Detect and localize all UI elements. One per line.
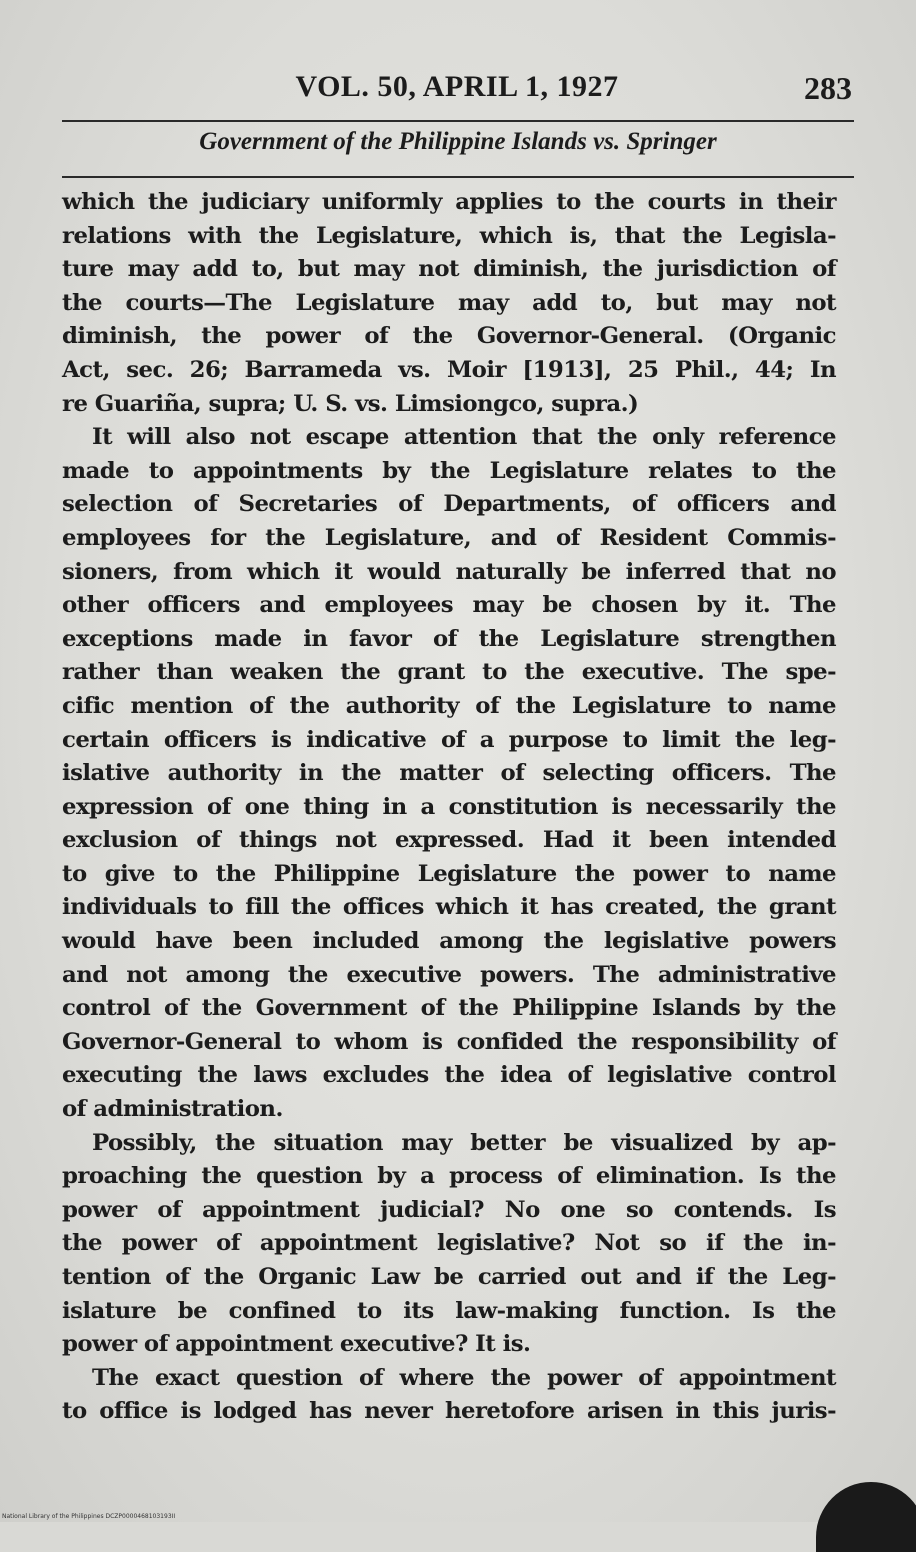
text-line: selection of Secretaries of Departments, of officers and	[62, 491, 836, 518]
text-line: would have been included among the legislative powers	[62, 928, 836, 955]
text-line: made to appointments by the Legislature relates to the	[62, 457, 836, 484]
text-line: power of appointment executive? It is.	[62, 1331, 531, 1358]
text-line: certain officers is indicative of a purpose to limit the leg-	[62, 726, 836, 753]
text-line: power of appointment judicial? No one so contends. Is	[62, 1196, 836, 1223]
header-rule-top	[62, 120, 854, 122]
text-line: Act, sec. 26; Barrameda vs. Moir [1913], 25 Phil., 44; In	[62, 356, 836, 383]
text-line: the power of appointment legislative? Not so if the in-	[62, 1230, 836, 1257]
text-line: Governor-General to whom is confided the responsibility of	[62, 1028, 836, 1055]
thumb-shadow	[816, 1482, 916, 1552]
text-line: to office is lodged has never heretofore arisen in this juris-	[62, 1398, 836, 1425]
text-line: ture may add to, but may not diminish, the jurisdiction of	[62, 256, 836, 283]
text-line: relations with the Legislature, which is, that the Legisla-	[62, 222, 836, 249]
text-line: control of the Government of the Philippine Islands by the	[62, 995, 836, 1022]
library-stamp: National Library of the Philippines DCZP0000468103193II	[2, 1513, 176, 1520]
text-line: cific mention of the authority of the Legislature to name	[62, 692, 836, 719]
header-rule-bottom	[62, 176, 854, 178]
text-line: and not among the executive powers. The administrative	[62, 961, 836, 988]
body-text	[62, 186, 836, 1429]
text-line: which the judiciary uniformly applies to the courts in their	[62, 189, 836, 215]
text-line: of administration.	[62, 1096, 283, 1123]
text-line: tention of the Organic Law be carried out and if the Leg-	[62, 1264, 836, 1290]
text-line: islative authority in the matter of selecting officers. The	[62, 760, 836, 787]
text-line: to give to the Philippine Legislature the power to name	[62, 860, 836, 887]
text-line: expression of one thing in a constitution is necessarily the	[62, 793, 836, 820]
text-line: employees for the Legislature, and of Resident Commis-	[62, 524, 836, 551]
text-line: the courts—The Legislature may add to, but may not	[62, 289, 836, 316]
text-line: islature be confined to its law-making function. Is the	[62, 1297, 836, 1324]
text-line: The exact question of where the power of appointment	[92, 1364, 836, 1391]
text-line: diminish, the power of the Governor-General. (Organic	[62, 323, 836, 350]
text-line: executing the laws excludes the idea of legislative control	[62, 1062, 836, 1089]
text-line: Possibly, the situation may better be visualized by ap-	[92, 1129, 836, 1156]
running-head	[62, 70, 852, 110]
text-line: It will also not escape attention that the only reference	[92, 424, 836, 451]
text-line: exceptions made in favor of the Legislature strengthen	[62, 625, 836, 652]
volume-line: VOL. 50, APRIL 1, 1927	[295, 70, 619, 103]
text-line: sioners, from which it would naturally be inferred that no	[62, 558, 836, 585]
case-title: Government of the Philippine Islands vs. Springer	[199, 128, 717, 155]
text-line: rather than weaken the grant to the executive. The spe-	[62, 659, 836, 686]
text-line: re Guariña, supra; U. S. vs. Limsiongco, supra.)	[62, 390, 639, 417]
text-line: individuals to fill the offices which it has created, the grant	[62, 894, 836, 921]
text-line: exclusion of things not expressed. Had it been intended	[62, 827, 836, 854]
page-number: 283	[804, 70, 852, 106]
text-line: proaching the question by a process of elimination. Is the	[62, 1163, 836, 1190]
text-line: other officers and employees may be chosen by it. The	[62, 592, 836, 619]
